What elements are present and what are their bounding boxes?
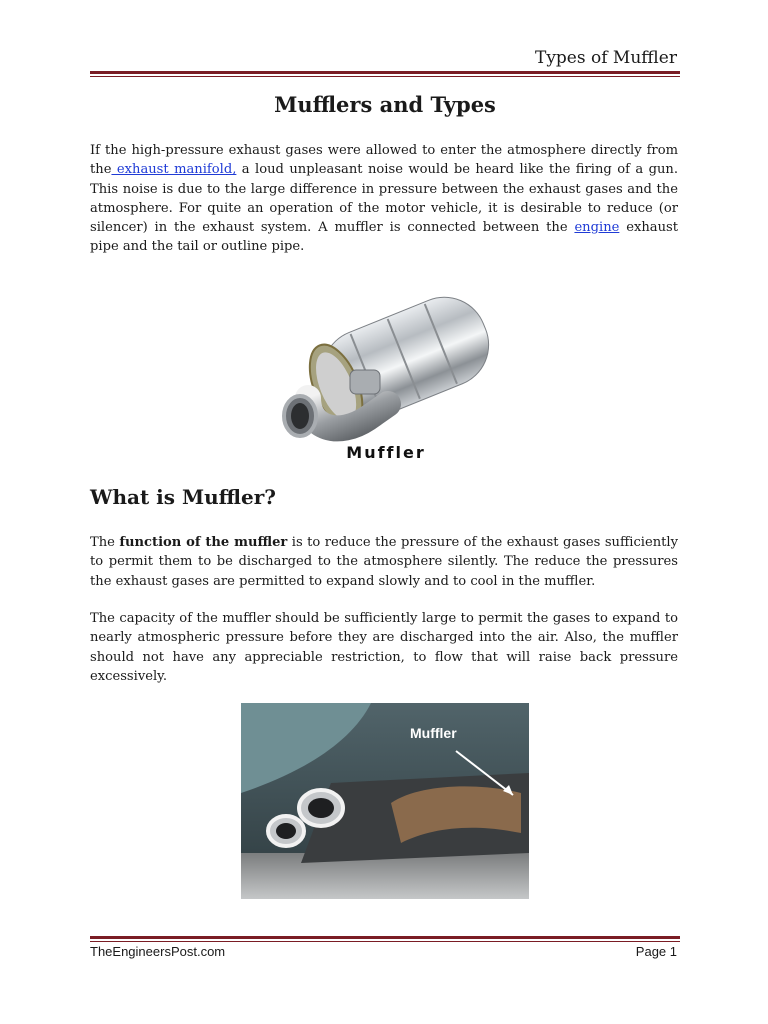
page-header-title: Types of Muffler xyxy=(534,48,677,68)
capacity-paragraph: The capacity of the muffler should be sufficiently large to permit the gases to expand to nearly atmospheric pressure before they are discharged into the air. Also, the muffler should not have any appreciable restriction, to flow that will raise back pressure excessively. xyxy=(90,611,678,684)
section-heading: What is Muffler? xyxy=(90,485,276,509)
intro-text-1: If the high-pressure exhaust gases were allowed to enter the atmosphere directly from the xyxy=(90,143,678,178)
document-title: Mufflers and Types xyxy=(274,92,496,117)
function-paragraph xyxy=(90,533,678,591)
function-text-2: is to reduce the pressure of the exhaust gases sufficiently to permit them to be discharged to the atmosphere silently. The reduce the pressures the exhaust gases are permitted to expand slowly and to cool in the muffler. xyxy=(90,535,679,589)
intro-paragraph xyxy=(90,141,678,257)
engine-link[interactable]: engine xyxy=(574,220,620,236)
muffler-illustration xyxy=(268,278,504,468)
muffler-figure xyxy=(268,278,504,468)
function-bold: function of the muffler xyxy=(119,535,288,550)
exhaust-manifold-link[interactable]: exhaust manifold, xyxy=(111,162,237,178)
footer-rule xyxy=(90,936,680,942)
car-underside-illustration xyxy=(241,703,529,899)
footer-site: TheEngineersPost.com xyxy=(90,944,226,959)
intro-text-3: exhaust pipe and the tail or outline pipe. xyxy=(90,220,678,255)
footer-page-number: Page 1 xyxy=(635,944,677,959)
car-muffler-photo xyxy=(241,703,529,899)
function-text-1: The xyxy=(90,535,120,550)
intro-text-2: a loud unpleasant noise would be heard like the firing of a gun. This noise is due to the large difference in pressure between the exhaust gases and the atmosphere. For quite an operation of the motor vehicle, it is desirable to reduce (or silencer) in the exhaust system. A muffler is connected between the xyxy=(90,162,679,236)
header-rule xyxy=(90,71,680,77)
car-muffler-label: Muffler xyxy=(410,725,457,741)
muffler-caption: Muffler xyxy=(346,443,426,462)
